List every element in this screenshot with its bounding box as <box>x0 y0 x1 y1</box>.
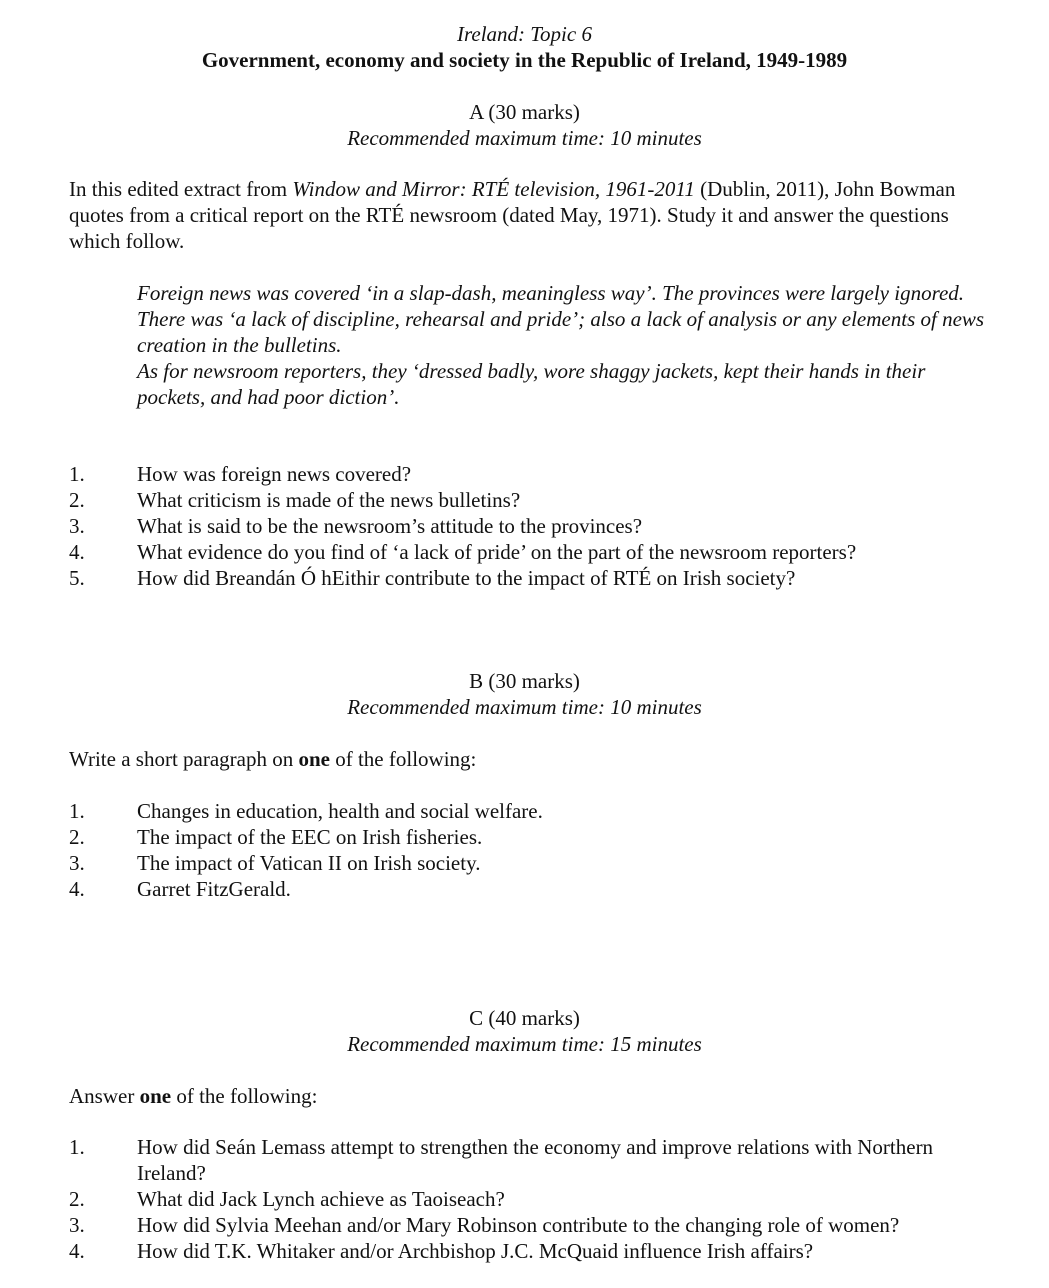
item-number: 5. <box>69 566 85 590</box>
item-number: 1. <box>69 799 85 823</box>
item-number: 3. <box>69 1213 85 1237</box>
section-a-intro <box>69 176 994 254</box>
section-a-questions <box>69 461 999 591</box>
item-text: Changes in education, health and social welfare. <box>137 799 543 823</box>
list-item <box>69 850 999 876</box>
instruction-end: of the following: <box>171 1084 318 1108</box>
section-b-time: Recommended maximum time: 10 minutes <box>347 695 702 719</box>
item-number: 3. <box>69 851 85 875</box>
section-c-instruction <box>69 1083 994 1109</box>
list-item <box>69 565 999 591</box>
intro-book-title: Window and Mirror: RTÉ television, 1961-2011 <box>292 177 695 201</box>
list-item <box>69 487 999 513</box>
item-text: How was foreign news covered? <box>137 462 412 486</box>
intro-text-start: In this edited extract from <box>69 177 293 201</box>
item-text: How did Breandán Ó hEithir contribute to the impact of RTÉ on Irish society? <box>137 566 796 590</box>
item-number: 2. <box>69 825 85 849</box>
instruction-emphasis: one <box>139 1084 172 1108</box>
instruction-emphasis: one <box>298 747 330 771</box>
item-text: How did Sylvia Meehan and/or Mary Robinson contribute to the changing role of women? <box>137 1213 900 1237</box>
section-b-instruction <box>69 746 994 772</box>
item-number: 2. <box>69 1187 85 1211</box>
extract-paragraph: There was ‘a lack of discipline, rehearsal and pride’; also a lack of analysis or any elements of news creation in the bulletins. <box>137 307 985 357</box>
list-item <box>69 1238 999 1264</box>
list-item <box>69 539 999 565</box>
item-number: 4. <box>69 1239 85 1263</box>
item-number: 1. <box>69 462 85 486</box>
section-b-items <box>69 798 999 902</box>
item-text: The impact of the EEC on Irish fisheries. <box>137 825 483 849</box>
item-number: 3. <box>69 514 85 538</box>
section-c-time: Recommended maximum time: 15 minutes <box>347 1032 702 1056</box>
list-item <box>69 461 999 487</box>
item-text: Garret FitzGerald. <box>137 877 291 901</box>
item-text: What did Jack Lynch achieve as Taoiseach? <box>137 1187 505 1211</box>
item-text: How did Seán Lemass attempt to strengthen the economy and improve relations with Northern Ireland? <box>137 1135 934 1185</box>
item-number: 2. <box>69 488 85 512</box>
item-text: What evidence do you find of ‘a lack of pride’ on the part of the newsroom reporters? <box>137 540 857 564</box>
list-item <box>69 876 999 902</box>
item-number: 4. <box>69 540 85 564</box>
instruction-start: Write a short paragraph on <box>69 747 299 771</box>
section-c-heading: C (40 marks) <box>469 1006 580 1030</box>
item-text: What criticism is made of the news bulletins? <box>137 488 521 512</box>
topic-label: Ireland: Topic 6 <box>457 22 592 46</box>
item-text: What is said to be the newsroom’s attitude to the provinces? <box>137 514 643 538</box>
list-item <box>69 798 999 824</box>
item-number: 1. <box>69 1135 85 1159</box>
extract-paragraph: Foreign news was covered ‘in a slap-dash, meaningless way’. The provinces were largely ignored. <box>137 281 965 305</box>
list-item <box>69 513 999 539</box>
item-text: The impact of Vatican II on Irish society. <box>137 851 481 875</box>
item-text: How did T.K. Whitaker and/or Archbishop J.C. McQuaid influence Irish affairs? <box>137 1239 814 1263</box>
page-title: Government, economy and society in the Republic of Ireland, 1949-1989 <box>201 48 848 72</box>
intro-text-end: (Dublin, 2011), John Bowman quotes from a critical report on the RTÉ newsroom (dated May, 1971). Study it and answer the questions which follow. <box>69 177 956 253</box>
section-c-items <box>69 1134 999 1264</box>
section-a-heading: A (30 marks) <box>469 100 580 124</box>
item-number: 4. <box>69 877 85 901</box>
instruction-end: of the following: <box>329 747 477 771</box>
extract-paragraph: As for newsroom reporters, they ‘dressed badly, wore shaggy jackets, kept their hands in their pockets, and had poor diction’. <box>137 359 926 409</box>
instruction-start: Answer <box>69 1084 140 1108</box>
section-a-time: Recommended maximum time: 10 minutes <box>347 126 702 150</box>
list-item <box>69 1212 999 1238</box>
section-b-heading: B (30 marks) <box>469 669 580 693</box>
list-item <box>69 1186 999 1212</box>
list-item <box>69 1134 999 1186</box>
list-item <box>69 824 999 850</box>
source-extract <box>69 280 994 410</box>
